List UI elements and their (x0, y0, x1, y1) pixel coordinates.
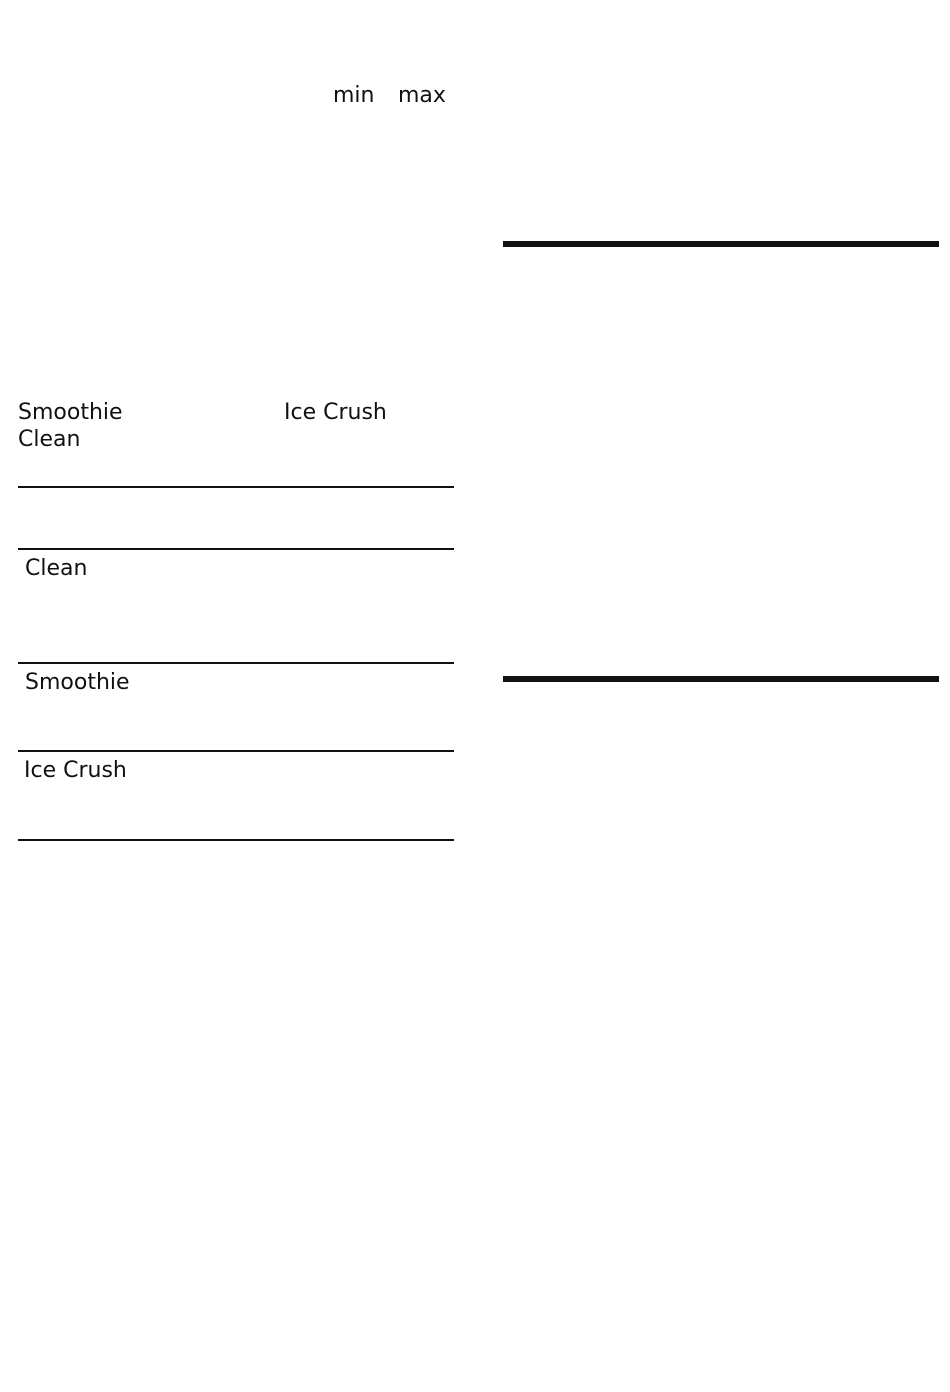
max-label: max (398, 83, 446, 108)
table-rule-bottom (18, 839, 454, 841)
table-row-label-clean: Clean (25, 556, 88, 581)
program-clean: Clean (18, 427, 81, 452)
table-rule-top (18, 486, 454, 488)
section-divider-bottom (503, 676, 939, 682)
table-rule (18, 750, 454, 752)
table-row-label-smoothie: Smoothie (25, 670, 130, 695)
table-rule (18, 662, 454, 664)
program-smoothie: Smoothie (18, 400, 123, 425)
table-rule (18, 548, 454, 550)
min-label: min (333, 83, 375, 108)
section-divider-top (503, 241, 939, 247)
program-ice-crush: Ice Crush (284, 400, 387, 425)
table-row-label-ice-crush: Ice Crush (24, 758, 127, 783)
